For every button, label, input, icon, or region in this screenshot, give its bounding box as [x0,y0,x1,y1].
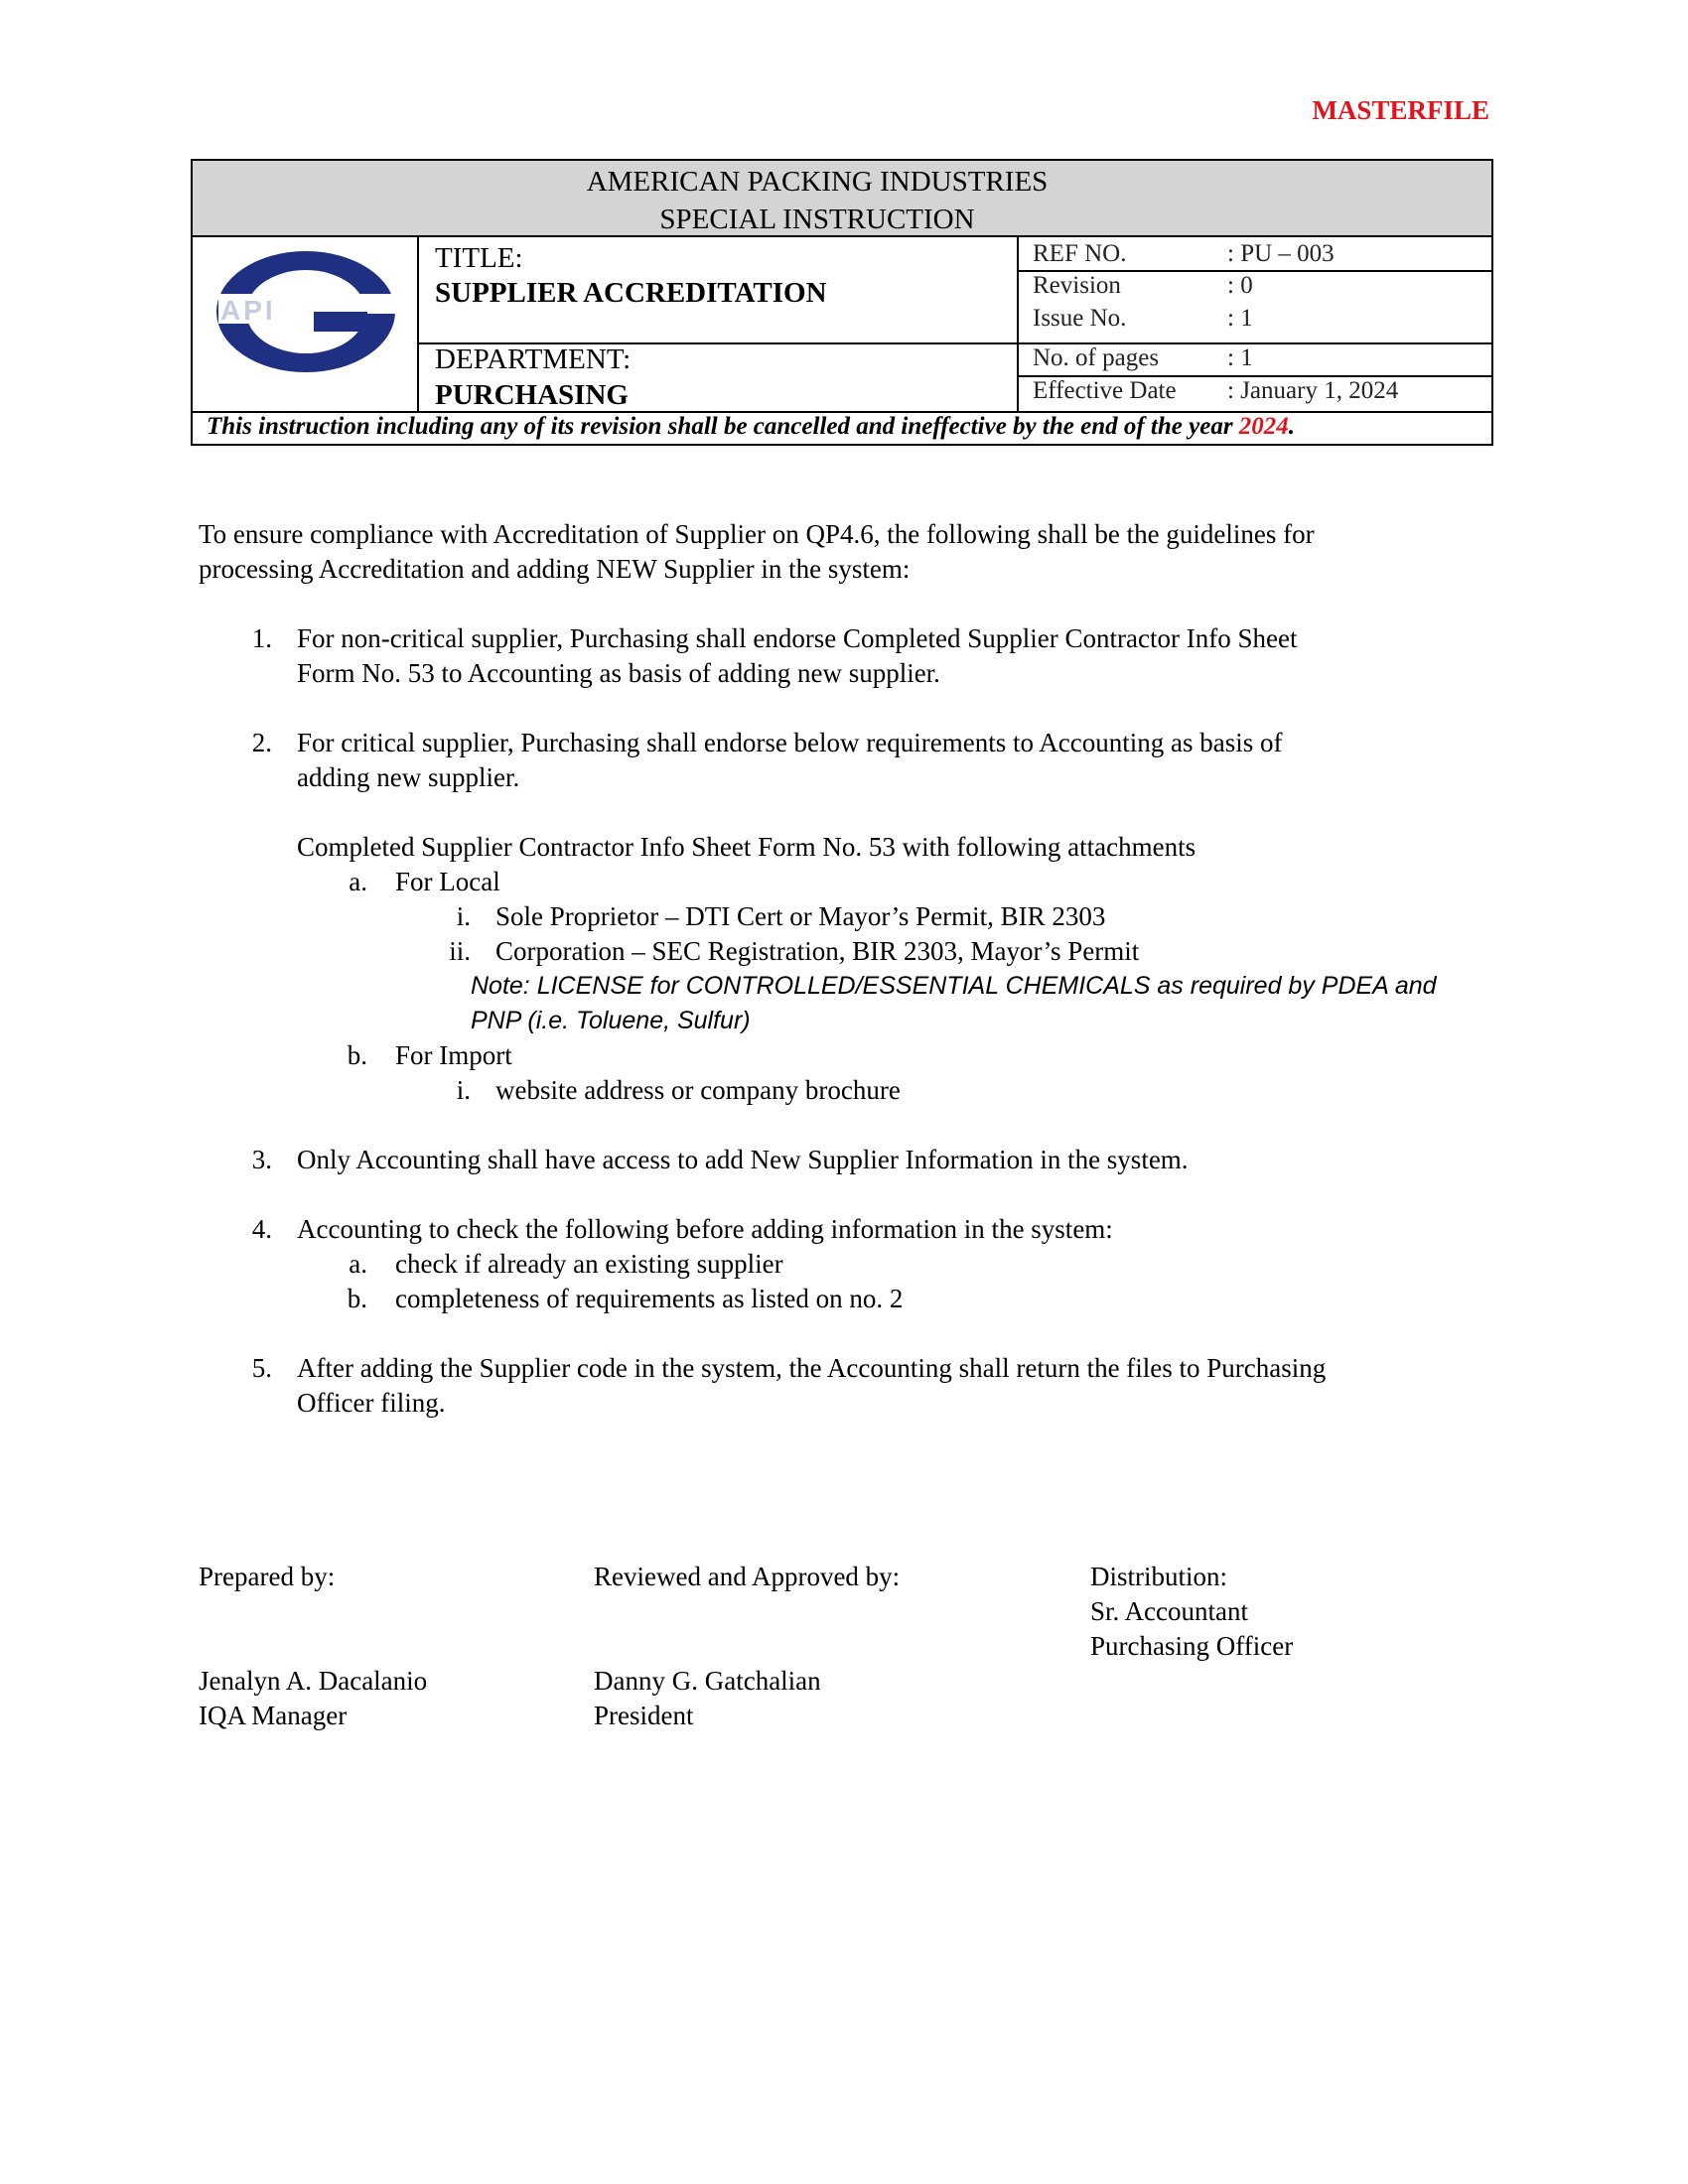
roman-numeral: ii. [449,936,471,966]
item-5-line-2: Officer filing. [297,1388,446,1418]
pages-label: No. of pages [1033,344,1160,371]
for-local: For Local [395,867,500,896]
distribution-item-2: Purchasing Officer [1090,1631,1294,1661]
intro-line-1: To ensure compliance with Accreditation of Supplier on QP4.6, the following shall be the guidelines for [199,519,1315,549]
revision-value: : 0 [1227,272,1253,299]
item-4-line-1: Accounting to check the following before adding information in the system: [297,1214,1113,1244]
prepared-by-label: Prepared by: [199,1562,336,1591]
note-line-2: PNP (i.e. Toluene, Sulfur) [471,1007,751,1034]
item-number: 1. [251,623,272,653]
intro-line-2: processing Accreditation and adding NEW Supplier in the system: [199,554,911,584]
item-number: 5. [251,1353,272,1383]
roman-numeral: i. [456,1075,471,1105]
sub-item-letter: b. [347,1040,367,1070]
check-existing: check if already an existing supplier [395,1249,783,1279]
issue-no-label: Issue No. [1033,305,1127,332]
document-header-table [191,159,1493,446]
department-label: DEPARTMENT: [435,343,632,375]
completeness: completeness of requirements as listed on no. 2 [395,1284,904,1313]
issue-no-value: : 1 [1227,305,1253,332]
revision-label: Revision [1033,272,1121,299]
sole-proprietor: Sole Proprietor – DTI Cert or Mayor’s Permit, BIR 2303 [495,901,1106,931]
validity-notice: This instruction including any of its revision shall be cancelled and ineffective by the end of the year 2024. [207,413,1296,440]
website-address: website address or company brochure [495,1075,901,1105]
item-2-sub: Completed Supplier Contractor Info Sheet Form No. 53 with following attachments [297,832,1196,862]
masterfile-label: MASTERFILE [1312,95,1489,125]
svg-text:API: API [220,295,276,326]
api-logo [214,250,397,373]
header-band [193,161,1491,237]
reviewed-by-title: President [594,1701,694,1730]
sub-item-letter: b. [347,1284,367,1313]
sub-item-letter: a. [349,1249,367,1279]
department-value: PURCHASING [435,379,629,411]
reviewed-by-label: Reviewed and Approved by: [594,1562,901,1591]
corporation: Corporation – SEC Registration, BIR 2303, Mayor’s Permit [495,936,1140,966]
distribution-label: Distribution: [1090,1562,1228,1591]
document-title: SUPPLIER ACCREDITATION [435,277,827,309]
reviewed-by-name: Danny G. Gatchalian [594,1666,821,1696]
company-name: AMERICAN PACKING INDUSTRIES [586,166,1049,198]
item-3-line-1: Only Accounting shall have access to add New Supplier Information in the system. [297,1145,1189,1174]
prepared-by-name: Jenalyn A. Dacalanio [199,1666,428,1696]
validity-year: 2024 [1238,413,1289,440]
effective-date-value: : January 1, 2024 [1227,377,1399,404]
item-1-line-2: Form No. 53 to Accounting as basis of adding new supplier. [297,658,940,688]
effective-date-label: Effective Date [1033,377,1177,404]
api-logo-icon [214,250,397,373]
document-type: SPECIAL INSTRUCTION [659,204,975,235]
item-5-line-1: After adding the Supplier code in the system, the Accounting shall return the files to Purchasing [297,1353,1327,1383]
roman-numeral: i. [456,901,471,931]
item-number: 4. [251,1214,272,1244]
sub-item-letter: a. [349,867,367,896]
ref-no-value: : PU – 003 [1227,240,1335,267]
ref-no-label: REF NO. [1033,240,1127,267]
prepared-by-title: IQA Manager [199,1701,348,1730]
item-2-line-1: For critical supplier, Purchasing shall endorse below requirements to Accounting as basis of [297,728,1283,757]
item-number: 3. [251,1145,272,1174]
distribution-item-1: Sr. Accountant [1090,1596,1248,1626]
note-line-1: Note: LICENSE for CONTROLLED/ESSENTIAL CHEMICALS as required by PDEA and [471,972,1437,1000]
pages-value: : 1 [1227,344,1253,371]
title-label: TITLE: [435,242,523,274]
item-2-line-2: adding new supplier. [297,762,520,792]
item-number: 2. [251,728,272,757]
for-import: For Import [395,1040,512,1070]
item-1-line-1: For non-critical supplier, Purchasing shall endorse Completed Supplier Contractor Info Sheet [297,623,1298,653]
